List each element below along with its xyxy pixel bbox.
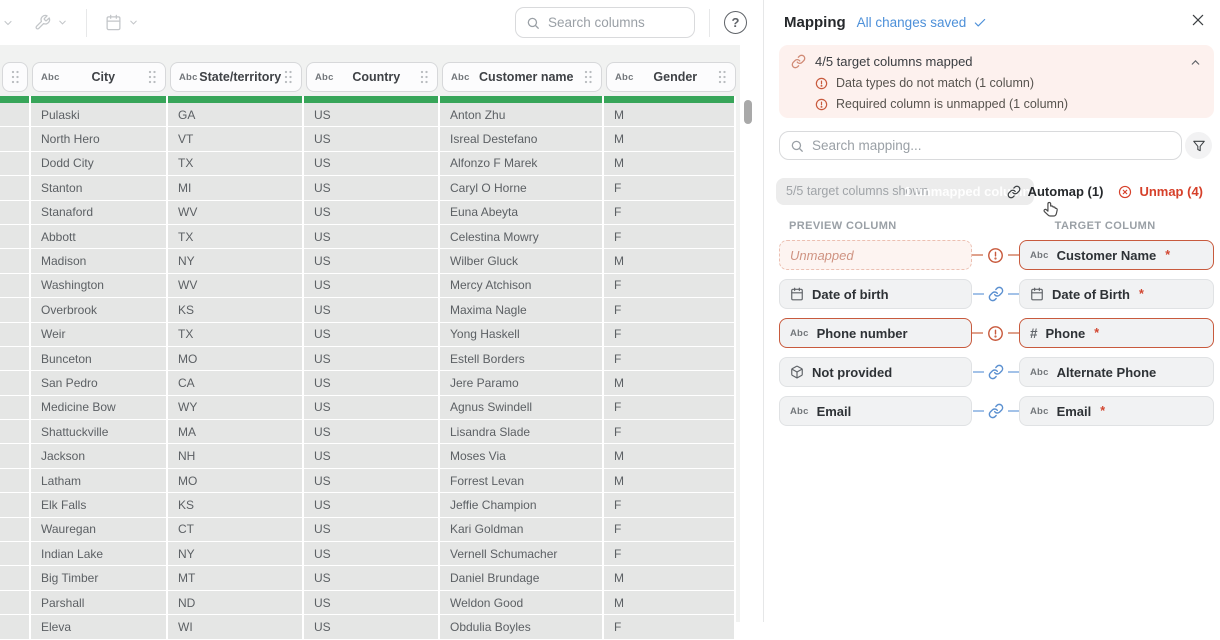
data-table-rows [0, 103, 740, 640]
mapping-connector [972, 364, 1019, 380]
cell-customer-name[interactable]: Jeffie Champion [440, 493, 604, 517]
cell-country[interactable]: US [304, 420, 440, 444]
target-column-pill[interactable]: Abc Customer Name * [1019, 240, 1214, 270]
cell-gender[interactable]: F [604, 396, 736, 420]
calendar-icon [790, 287, 804, 301]
link-icon [988, 286, 1004, 302]
cell-gender[interactable]: M [604, 566, 736, 590]
column-valid-indicator [0, 96, 31, 103]
cell-state[interactable]: MA [168, 420, 304, 444]
row-handle-cell[interactable] [0, 566, 31, 590]
panel-title: Mapping [784, 14, 846, 31]
cell-state[interactable]: WY [168, 396, 304, 420]
row-handle-cell[interactable] [0, 371, 31, 395]
mapping-row-list [779, 240, 1214, 435]
columns-shown-toast: 5/5 target columns shown [776, 178, 1034, 205]
column-header-gender[interactable]: Abc Gender [606, 62, 736, 92]
row-handle-cell[interactable] [0, 518, 31, 542]
save-status: All changes saved [857, 15, 988, 30]
transform-tools-button[interactable] [34, 14, 68, 31]
table-row[interactable] [0, 396, 740, 420]
cell-gender[interactable]: M [604, 444, 736, 468]
table-row[interactable] [0, 469, 740, 493]
row-handle-cell[interactable] [0, 298, 31, 322]
cell-city[interactable]: Elk Falls [31, 493, 168, 517]
cell-customer-name[interactable]: Forrest Levan [440, 469, 604, 493]
toolbar-divider [709, 9, 710, 37]
cell-country[interactable]: US [304, 566, 440, 590]
cell-city[interactable]: Wauregan [31, 518, 168, 542]
cell-country[interactable]: US [304, 371, 440, 395]
table-toolbar [0, 0, 763, 45]
cell-city[interactable]: Washington [31, 274, 168, 298]
row-handle-cell[interactable] [0, 420, 31, 444]
row-handle-cell[interactable] [0, 249, 31, 273]
number-type-icon: # [1030, 325, 1038, 341]
cell-gender[interactable]: M [604, 127, 736, 151]
table-scrollbar[interactable] [740, 45, 763, 622]
check-icon [973, 16, 987, 30]
cell-state[interactable]: MO [168, 469, 304, 493]
cell-country[interactable]: US [304, 225, 440, 249]
cell-country[interactable]: US [304, 201, 440, 225]
table-row[interactable] [0, 127, 740, 151]
cell-customer-name[interactable]: Anton Zhu [440, 103, 604, 127]
box-icon [790, 365, 804, 379]
cell-customer-name[interactable]: Weldon Good [440, 591, 604, 615]
cell-customer-name[interactable]: Kari Goldman [440, 518, 604, 542]
mapping-connector [972, 286, 1019, 302]
table-row[interactable] [0, 493, 740, 517]
column-header-country[interactable]: Abc Country [306, 62, 438, 92]
alert-title: 4/5 target columns mapped [815, 54, 973, 69]
cell-country[interactable]: US [304, 493, 440, 517]
mapping-connector [972, 325, 1019, 342]
cell-gender[interactable]: F [604, 323, 736, 347]
cell-customer-name[interactable]: Yong Haskell [440, 323, 604, 347]
drag-dots-icon[interactable] [583, 70, 593, 84]
required-asterisk: * [1094, 326, 1100, 340]
cell-state[interactable]: NY [168, 249, 304, 273]
cell-state[interactable]: MI [168, 176, 304, 200]
link-icon [791, 54, 806, 69]
cell-city[interactable]: Abbott [31, 225, 168, 249]
alert-circle-icon [987, 325, 1004, 342]
cell-gender[interactable]: F [604, 201, 736, 225]
row-handle-cell[interactable] [0, 274, 31, 298]
table-row[interactable] [0, 591, 740, 615]
cell-gender[interactable]: F [604, 274, 736, 298]
filter-icon[interactable] [1185, 132, 1212, 159]
abc-type-icon: Abc [615, 71, 634, 83]
cell-state[interactable]: ND [168, 591, 304, 615]
cell-country[interactable]: US [304, 323, 440, 347]
cell-customer-name[interactable]: Isreal Destefano [440, 127, 604, 151]
search-icon [526, 16, 540, 30]
chevron-down-icon [57, 17, 68, 28]
column-valid-indicator [604, 96, 736, 103]
row-handle-header[interactable] [2, 62, 28, 92]
column-header-state-territory[interactable]: Abc State/territory [170, 62, 302, 92]
required-asterisk: * [1139, 287, 1144, 301]
cell-city[interactable]: Latham [31, 469, 168, 493]
chevron-down-icon [128, 17, 139, 28]
cell-city[interactable]: Big Timber [31, 566, 168, 590]
calendar-icon [1030, 287, 1044, 301]
cell-customer-name[interactable]: Alfonzo F Marek [440, 152, 604, 176]
cell-state[interactable]: TX [168, 225, 304, 249]
table-row[interactable] [0, 225, 740, 249]
cell-country[interactable]: US [304, 469, 440, 493]
row-handle-cell[interactable] [0, 347, 31, 371]
search-columns-input[interactable] [548, 15, 668, 30]
preview-column-pill[interactable]: Abc Email [779, 396, 972, 426]
cell-country[interactable]: US [304, 347, 440, 371]
search-icon [790, 139, 804, 153]
row-handle-cell[interactable] [0, 493, 31, 517]
chevron-up-icon[interactable] [1189, 56, 1202, 69]
alert-item-list [791, 73, 1202, 115]
table-row[interactable] [0, 444, 740, 468]
cell-customer-name[interactable]: Euna Abeyta [440, 201, 604, 225]
preview-column-pill[interactable]: Date of birth [779, 279, 972, 309]
search-mapping-input[interactable] [812, 138, 1171, 153]
abc-type-icon: Abc [1030, 366, 1049, 378]
cell-gender[interactable]: F [604, 493, 736, 517]
cell-gender[interactable]: M [604, 103, 736, 127]
help-icon[interactable]: ? [724, 11, 747, 34]
cell-gender[interactable]: F [604, 225, 736, 249]
column-status-bar [0, 96, 740, 103]
table-row[interactable] [0, 176, 740, 200]
abc-type-icon: Abc [790, 405, 809, 417]
table-row[interactable] [0, 298, 740, 322]
cell-country[interactable]: US [304, 615, 440, 639]
preview-column-pill[interactable]: Unmapped [779, 240, 972, 270]
table-row[interactable] [0, 566, 740, 590]
cell-city[interactable]: Eleva [31, 615, 168, 639]
data-grid [0, 45, 740, 634]
mapping-row [779, 318, 1214, 348]
column-header-customer-name[interactable]: Abc Customer name [442, 62, 602, 92]
table-row[interactable] [0, 249, 740, 273]
scrollbar-thumb[interactable] [744, 100, 752, 124]
cell-city[interactable]: Parshall [31, 591, 168, 615]
table-row[interactable] [0, 103, 740, 127]
preview-column-pill[interactable]: Not provided [779, 357, 972, 387]
cell-state[interactable]: GA [168, 103, 304, 127]
abc-type-icon: Abc [179, 71, 198, 83]
cell-gender[interactable]: M [604, 371, 736, 395]
table-row[interactable] [0, 371, 740, 395]
mapping-row [779, 357, 1214, 387]
table-row[interactable] [0, 323, 740, 347]
target-column-pill[interactable]: # Phone * [1019, 318, 1214, 348]
link-icon [988, 364, 1004, 380]
cell-customer-name[interactable]: Celestina Mowry [440, 225, 604, 249]
cell-gender[interactable]: M [604, 469, 736, 493]
abc-type-icon: Abc [1030, 249, 1049, 261]
drag-dots-icon[interactable] [717, 70, 727, 84]
column-valid-indicator [304, 96, 440, 103]
cell-customer-name[interactable]: Obdulia Boyles [440, 615, 604, 639]
table-row[interactable] [0, 518, 740, 542]
cell-city[interactable]: Madison [31, 249, 168, 273]
cell-state[interactable]: KS [168, 298, 304, 322]
mapping-row [779, 240, 1214, 270]
table-row[interactable] [0, 347, 740, 371]
cell-state[interactable]: NY [168, 542, 304, 566]
cell-state[interactable]: CT [168, 518, 304, 542]
abc-type-icon: Abc [1030, 405, 1049, 417]
cell-city[interactable]: Shattuckville [31, 420, 168, 444]
cell-state[interactable]: WI [168, 615, 304, 639]
cell-customer-name[interactable]: Estell Borders [440, 347, 604, 371]
cell-customer-name[interactable]: Daniel Brundage [440, 566, 604, 590]
table-row[interactable] [0, 274, 740, 298]
drag-dots-icon[interactable] [147, 70, 157, 84]
cell-country[interactable]: US [304, 542, 440, 566]
mapping-row [779, 396, 1214, 426]
cell-customer-name[interactable]: Lisandra Slade [440, 420, 604, 444]
cell-customer-name[interactable]: Agnus Swindell [440, 396, 604, 420]
table-row[interactable] [0, 542, 740, 566]
drag-dots-icon[interactable] [283, 70, 293, 84]
table-row[interactable] [0, 201, 740, 225]
cell-city[interactable]: Pulaski [31, 103, 168, 127]
cell-city[interactable]: Weir [31, 323, 168, 347]
column-header-city[interactable]: Abc City [32, 62, 166, 92]
cell-customer-name[interactable]: Wilber Gluck [440, 249, 604, 273]
abc-type-icon: Abc [41, 71, 60, 83]
target-column-pill[interactable]: Date of Birth * [1019, 279, 1214, 309]
mapping-row [779, 279, 1214, 309]
cell-country[interactable]: US [304, 127, 440, 151]
cell-customer-name[interactable]: Mercy Atchison [440, 274, 604, 298]
abc-type-icon: Abc [315, 71, 334, 83]
cell-gender[interactable]: F [604, 298, 736, 322]
row-handle-cell[interactable] [0, 176, 31, 200]
row-handle-cell[interactable] [0, 615, 31, 639]
close-icon[interactable] [1190, 12, 1206, 28]
cell-state[interactable]: NH [168, 444, 304, 468]
cell-city[interactable]: Dodd City [31, 152, 168, 176]
cell-gender[interactable]: F [604, 420, 736, 444]
mapping-connector [972, 247, 1019, 264]
cell-country[interactable]: US [304, 298, 440, 322]
search-mapping-box[interactable] [779, 131, 1182, 160]
cell-state[interactable]: TX [168, 152, 304, 176]
cell-state[interactable]: MO [168, 347, 304, 371]
alert-item: Data types do not match (1 column) [815, 73, 1202, 94]
cell-city[interactable]: Jackson [31, 444, 168, 468]
alert-circle-icon [815, 98, 828, 111]
cell-city[interactable]: Stanton [31, 176, 168, 200]
automap-button[interactable]: Automap (1) [1007, 184, 1104, 199]
cell-state[interactable]: CA [168, 371, 304, 395]
cell-city[interactable]: Indian Lake [31, 542, 168, 566]
preview-column-pill[interactable]: Abc Phone number [779, 318, 972, 348]
abc-type-icon: Abc [790, 327, 809, 339]
link-icon [1007, 185, 1021, 199]
row-handle-cell[interactable] [0, 444, 31, 468]
toolbar-divider [86, 9, 87, 37]
cell-gender[interactable]: F [604, 518, 736, 542]
unmapped-column-fading-text: 1 unmapped column [904, 184, 1031, 199]
cell-country[interactable]: US [304, 249, 440, 273]
cell-city[interactable]: North Hero [31, 127, 168, 151]
table-row[interactable] [0, 420, 740, 444]
calendar-icon [105, 14, 122, 31]
chevron-down-icon[interactable] [2, 17, 14, 29]
row-handle-cell[interactable] [0, 127, 31, 151]
target-column-header: TARGET COLUMN [1054, 220, 1156, 232]
row-handle-cell[interactable] [0, 469, 31, 493]
table-row[interactable] [0, 152, 740, 176]
cell-customer-name[interactable]: Vernell Schumacher [440, 542, 604, 566]
cell-gender[interactable]: F [604, 347, 736, 371]
cell-customer-name[interactable]: Maxima Nagle [440, 298, 604, 322]
alert-circle-icon [987, 247, 1004, 264]
cell-gender[interactable]: M [604, 591, 736, 615]
cell-state[interactable]: MT [168, 566, 304, 590]
target-column-pill[interactable]: Abc Email * [1019, 396, 1214, 426]
cell-state[interactable]: WV [168, 274, 304, 298]
column-valid-indicator [440, 96, 604, 103]
target-column-pill[interactable]: Abc Alternate Phone [1019, 357, 1214, 387]
cell-city[interactable]: Overbrook [31, 298, 168, 322]
unmap-button[interactable]: Unmap (4) [1118, 184, 1203, 199]
abc-type-icon: Abc [451, 71, 470, 83]
mapping-alert [779, 45, 1214, 118]
table-row[interactable] [0, 615, 740, 639]
cell-state[interactable]: WV [168, 201, 304, 225]
row-handle-cell[interactable] [0, 542, 31, 566]
cell-customer-name[interactable]: Caryl O Horne [440, 176, 604, 200]
link-icon [988, 403, 1004, 419]
drag-dots-icon [10, 70, 20, 84]
cell-customer-name[interactable]: Jere Paramo [440, 371, 604, 395]
drag-dots-icon[interactable] [419, 70, 429, 84]
row-handle-cell[interactable] [0, 591, 31, 615]
cell-city[interactable]: San Pedro [31, 371, 168, 395]
cell-country[interactable]: US [304, 152, 440, 176]
row-handle-cell[interactable] [0, 396, 31, 420]
column-header-row [0, 45, 740, 92]
row-handle-cell[interactable] [0, 201, 31, 225]
cell-customer-name[interactable]: Moses Via [440, 444, 604, 468]
cell-gender[interactable]: M [604, 152, 736, 176]
x-circle-icon [1118, 185, 1132, 199]
row-handle-cell[interactable] [0, 225, 31, 249]
wrench-icon [34, 14, 51, 31]
cell-state[interactable]: TX [168, 323, 304, 347]
cell-country[interactable]: US [304, 444, 440, 468]
cell-country[interactable]: US [304, 176, 440, 200]
cell-gender[interactable]: F [604, 615, 736, 639]
row-handle-cell[interactable] [0, 152, 31, 176]
cell-country[interactable]: US [304, 518, 440, 542]
cell-country[interactable]: US [304, 396, 440, 420]
row-handle-cell[interactable] [0, 103, 31, 127]
cell-gender[interactable]: F [604, 176, 736, 200]
cell-state[interactable]: VT [168, 127, 304, 151]
alert-item: Required column is unmapped (1 column) [815, 94, 1202, 115]
required-asterisk: * [1165, 248, 1171, 262]
cell-state[interactable]: KS [168, 493, 304, 517]
cell-country[interactable]: US [304, 274, 440, 298]
search-columns-box[interactable] [515, 7, 695, 38]
column-valid-indicator [31, 96, 168, 103]
row-handle-cell[interactable] [0, 323, 31, 347]
cell-city[interactable]: Medicine Bow [31, 396, 168, 420]
column-valid-indicator [168, 96, 304, 103]
mapping-connector [972, 403, 1019, 419]
preview-column-header: PREVIEW COLUMN [789, 220, 897, 232]
date-tools-button[interactable] [105, 14, 139, 31]
cell-city[interactable]: Stanaford [31, 201, 168, 225]
alert-circle-icon [815, 77, 828, 90]
cell-gender[interactable]: M [604, 249, 736, 273]
cell-country[interactable]: US [304, 103, 440, 127]
cell-city[interactable]: Bunceton [31, 347, 168, 371]
mapping-panel [763, 0, 1220, 622]
cell-country[interactable]: US [304, 591, 440, 615]
cell-gender[interactable]: F [604, 542, 736, 566]
required-asterisk: * [1100, 404, 1106, 418]
